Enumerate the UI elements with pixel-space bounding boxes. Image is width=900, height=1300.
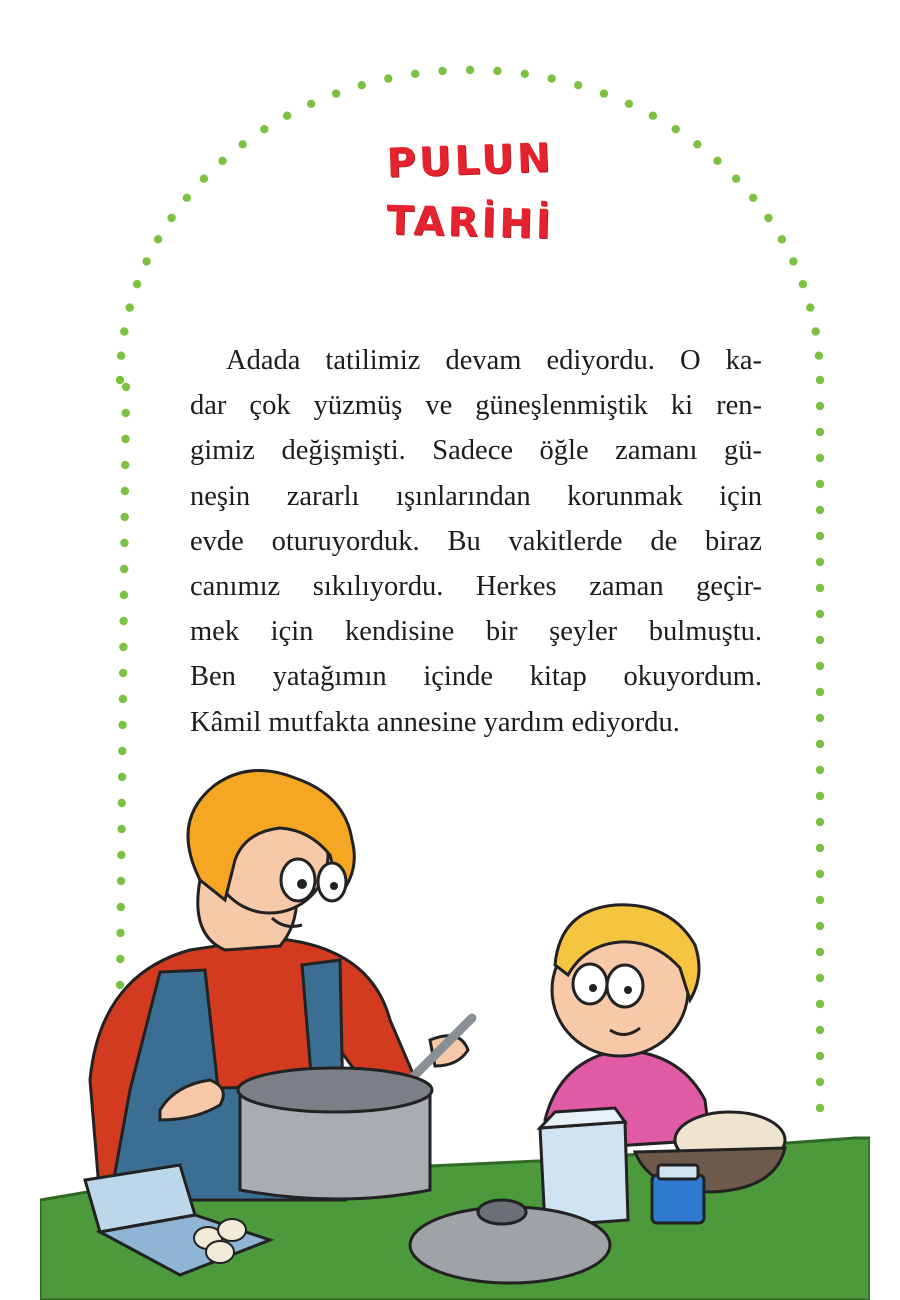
- milk-carton: [540, 1108, 628, 1226]
- title-line-1: PULUN: [385, 135, 555, 187]
- border-dot: [816, 506, 824, 514]
- border-dot: [625, 100, 633, 108]
- border-dot: [121, 435, 129, 443]
- border-dot: [120, 591, 128, 599]
- border-dot: [816, 376, 824, 384]
- border-dot: [816, 558, 824, 566]
- border-dot: [411, 70, 419, 78]
- border-dot: [806, 303, 814, 311]
- border-dot: [600, 89, 608, 97]
- border-dot: [119, 617, 127, 625]
- border-dot: [493, 67, 501, 75]
- cooking-pot: [238, 1068, 432, 1199]
- border-dot: [816, 532, 824, 540]
- border-dot: [126, 303, 134, 311]
- border-dot: [649, 112, 657, 120]
- border-dot: [121, 513, 129, 521]
- border-dot: [816, 454, 824, 462]
- border-dot: [307, 100, 315, 108]
- border-dot: [816, 688, 824, 696]
- border-dot: [816, 480, 824, 488]
- border-dot: [789, 257, 797, 265]
- story-line: Ben yatağımın içinde kitap okuyordum.: [190, 661, 762, 693]
- border-dot: [358, 81, 366, 89]
- border-dot: [119, 695, 127, 703]
- border-dot: [466, 66, 474, 74]
- border-dot: [816, 610, 824, 618]
- border-dot: [816, 636, 824, 644]
- border-dot: [116, 376, 124, 384]
- border-dot: [799, 280, 807, 288]
- border-dot: [815, 352, 823, 360]
- border-dot: [120, 539, 128, 547]
- border-dot: [283, 112, 291, 120]
- border-dot: [574, 81, 582, 89]
- story-line: canımız sıkılıyordu. Herkes zaman geçir-: [190, 571, 762, 603]
- story-line: Adada tatilimiz devam ediyordu. O ka-: [226, 345, 762, 376]
- border-dot: [119, 669, 127, 677]
- border-dot: [142, 257, 150, 265]
- border-dot: [119, 643, 127, 651]
- story-line: gimiz değişmişti. Sadece öğle zamanı gü-: [190, 435, 762, 467]
- border-dot: [260, 125, 268, 133]
- border-dot: [816, 662, 824, 670]
- border-dot: [816, 584, 824, 592]
- salt-box: [652, 1165, 704, 1223]
- border-dot: [521, 70, 529, 78]
- border-dot: [121, 461, 129, 469]
- border-dot: [548, 74, 556, 82]
- border-dot: [332, 89, 340, 97]
- border-dot: [816, 714, 824, 722]
- border-dot: [117, 352, 125, 360]
- border-dot: [732, 175, 740, 183]
- story-line: mek için kendisine bir şeyler bulmuştu.: [190, 616, 762, 648]
- border-dot: [120, 565, 128, 573]
- story-line: neşin zararlı ışınlarından korunmak için: [190, 480, 762, 512]
- border-dot: [438, 67, 446, 75]
- border-dot: [133, 280, 141, 288]
- border-dot: [384, 74, 392, 82]
- story-line: Kâmil mutfakta annesine yardım ediyordu.: [190, 706, 680, 738]
- border-dot: [118, 747, 126, 755]
- title-line-2: TARİHİ: [385, 197, 555, 249]
- border-dot: [122, 383, 130, 391]
- story-line: evde oturuyorduk. Bu vakitlerde de biraz: [190, 525, 762, 557]
- border-dot: [816, 428, 824, 436]
- story-paragraph: [190, 338, 762, 745]
- border-dot: [118, 721, 126, 729]
- border-dot: [816, 402, 824, 410]
- border-dot: [816, 740, 824, 748]
- border-dot: [749, 194, 757, 202]
- border-dot: [121, 487, 129, 495]
- kitchen-illustration: [40, 760, 870, 1300]
- border-dot: [812, 327, 820, 335]
- story-line: dar çok yüzmüş ve güneşlenmiştik ki ren-: [190, 390, 762, 422]
- border-dot: [120, 327, 128, 335]
- border-dot: [122, 409, 130, 417]
